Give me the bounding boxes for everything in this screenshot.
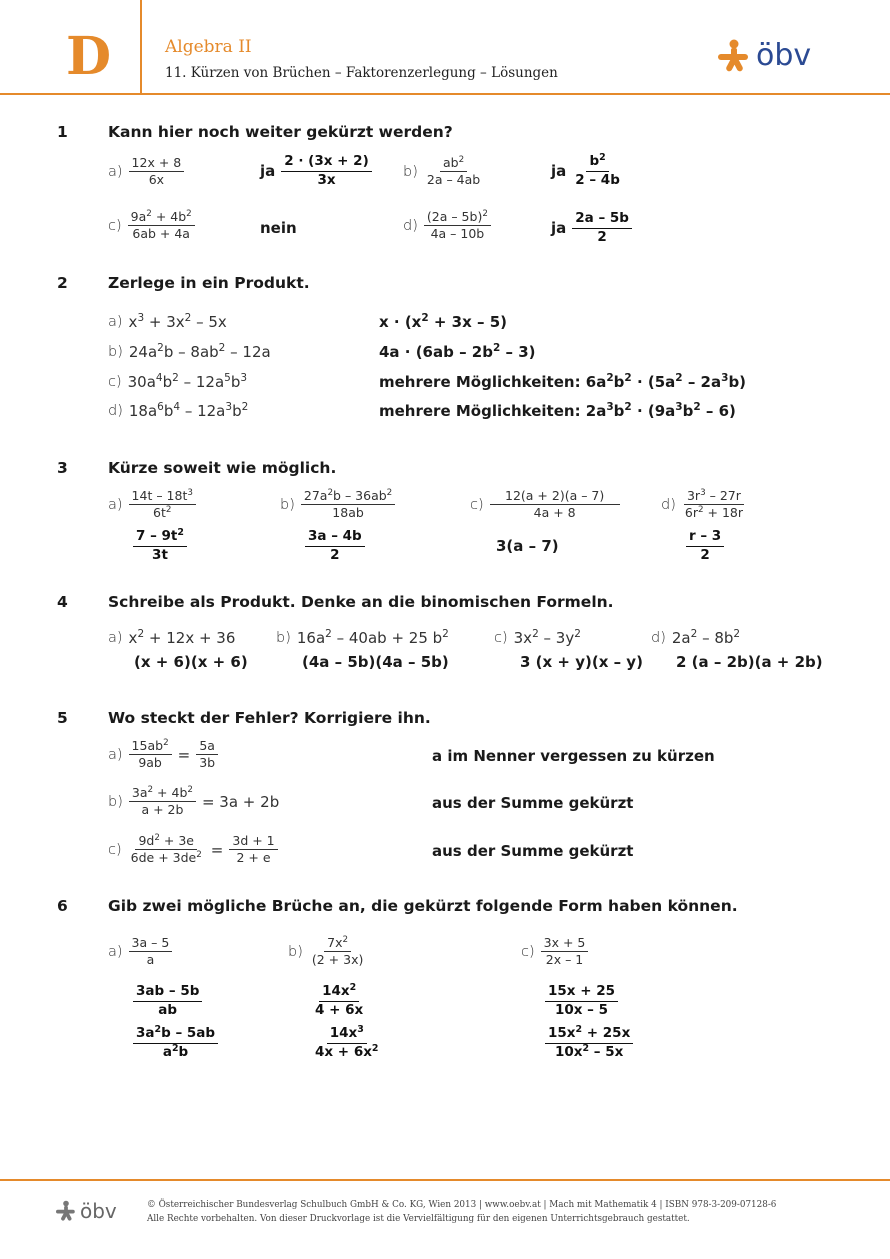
logo-text: öbv <box>756 38 812 73</box>
task2-d-answer: mehrere Möglichkeiten: $2a^3b^2 \cdot (9a^3b^2 - 6)$ <box>379 401 736 420</box>
task-number: 3 <box>57 459 68 477</box>
footer-copyright <box>147 1198 776 1226</box>
task2-b-answer: $4a \cdot (6ab - 2b^2 - 3)$ <box>379 342 536 361</box>
numerator: $7x^2$ <box>324 936 351 952</box>
task1-d-answer <box>551 211 632 245</box>
footer-logo <box>56 1199 117 1223</box>
verdict: ja <box>260 162 276 181</box>
denominator: 4a + 8 <box>533 505 576 521</box>
page-subtitle: 11. Kürzen von Brüchen – Faktorenzerlegung – Lösungen <box>165 65 558 81</box>
numerator: 15x + 25 <box>545 984 618 1002</box>
item-label: b) <box>280 496 295 513</box>
answer-prefix: mehrere Möglichkeiten: <box>379 402 581 420</box>
task4-c <box>494 629 581 647</box>
task-question: Kürze soweit wie möglich. <box>108 459 337 477</box>
item-label: c) <box>108 217 122 234</box>
denominator: 10x – 5 <box>554 1001 609 1018</box>
numerator: $14x^2$ <box>319 984 359 1002</box>
fraction <box>129 156 185 188</box>
denominator: $a^2b$ <box>162 1042 189 1060</box>
task-number: 2 <box>57 274 68 292</box>
denominator: $6t^2$ <box>153 505 172 521</box>
denominator: a <box>146 952 155 968</box>
task-number: 5 <box>57 709 68 727</box>
task6-b-solution-1 <box>312 981 366 1018</box>
expression: $24a^2b - 8ab^2 - 12a$ <box>128 342 271 361</box>
item-label: b) <box>108 344 123 360</box>
task1-d <box>403 210 491 242</box>
task3-b-answer <box>305 529 365 563</box>
denominator: 6x <box>148 172 165 188</box>
task-question: Kann hier noch weiter gekürzt werden? <box>108 123 453 141</box>
numerator: $3a^2 + 4b^2$ <box>129 786 196 802</box>
star-icon <box>718 39 750 73</box>
header-divider <box>140 0 142 94</box>
verdict: ja <box>551 219 567 238</box>
expression: $x^3 + 3x^2 - 5x$ <box>128 312 227 331</box>
denominator: $4x + 6x^2$ <box>315 1042 379 1060</box>
numerator: $9a^2 + 4b^2$ <box>128 210 195 226</box>
publisher-logo <box>718 38 811 73</box>
denominator: ab <box>158 1001 178 1018</box>
denominator: 2 – 4b <box>575 171 620 188</box>
verdict: ja <box>551 162 567 181</box>
fraction <box>301 489 395 521</box>
denominator: 3x <box>317 171 336 188</box>
header-rule <box>0 93 890 95</box>
task1-c <box>108 210 195 242</box>
numerator: 12(a + 2)(a – 7) <box>490 489 620 505</box>
answer-fraction <box>281 154 371 188</box>
task6-a-solution-2 <box>133 1023 218 1060</box>
numerator: 3d + 1 <box>229 834 277 850</box>
task2-c <box>108 373 247 391</box>
fraction <box>682 489 746 521</box>
fraction <box>490 489 620 521</box>
task1-b <box>403 156 483 188</box>
task4-b-answer: (4a – 5b)(4a – 5b) <box>302 653 449 671</box>
denominator: 2x – 1 <box>545 952 584 968</box>
numerator: 2 · (3x + 2) <box>281 154 371 172</box>
denominator: 18ab <box>332 505 364 521</box>
fraction <box>424 210 491 242</box>
task2-c-answer: mehrere Möglichkeiten: $6a^2b^2 \cdot (5a^2 - 2a^3b)$ <box>379 372 747 391</box>
task6-c <box>521 936 588 968</box>
numerator: $3a^2b - 5ab$ <box>133 1026 218 1044</box>
expression: $16a^2 - 40ab + 25$ $b^2$ <box>296 628 449 647</box>
task-question: Zerlege in ein Produkt. <box>108 274 310 292</box>
item-label: c) <box>108 841 122 858</box>
task3-c-answer: 3(a – 7) <box>496 537 559 555</box>
denominator: $6r^2 + 18r$ <box>684 505 744 521</box>
task4-d-answer: 2 (a – 2b)(a + 2b) <box>676 653 823 671</box>
denominator: 6ab + 4a <box>132 226 190 242</box>
item-label: c) <box>470 496 484 513</box>
fraction <box>229 834 277 866</box>
task6-b-solution-2 <box>312 1023 382 1060</box>
task6-b <box>288 936 366 968</box>
fraction <box>129 489 196 521</box>
answer-fraction <box>572 211 632 245</box>
numerator: $14x^3$ <box>327 1026 367 1044</box>
denominator: (2 + 3x) <box>311 952 364 968</box>
item-label: b) <box>288 943 303 960</box>
page-title: Algebra II <box>165 37 252 57</box>
answer-fraction <box>572 151 623 188</box>
task1-c-answer: nein <box>260 219 297 237</box>
fraction <box>129 739 172 771</box>
task1-b-answer <box>551 151 623 188</box>
item-label: c) <box>494 630 508 646</box>
section-letter: D <box>66 26 112 87</box>
item-label: b) <box>276 630 291 646</box>
numerator: $3r^3 - 27r$ <box>684 489 744 505</box>
task5-a-answer: a im Nenner vergessen zu kürzen <box>432 747 715 765</box>
item-label: a) <box>108 163 123 180</box>
item-label: a) <box>108 746 123 763</box>
denominator: 3t <box>152 546 168 563</box>
task4-a-answer: (x + 6)(x + 6) <box>134 653 248 671</box>
numerator: $15ab^2$ <box>129 739 172 755</box>
footer-line-1: © Österreichischer Bundesverlag Schulbuch GmbH & Co. KG, Wien 2013 | www.oebv.at | Mach mit Mathematik 4 | ISBN 978-3-209-07128-6 <box>147 1200 777 1210</box>
task2-d <box>108 402 248 420</box>
numerator: $9d^2 + 3e$ <box>135 834 197 850</box>
task5-b-answer: aus der Summe gekürzt <box>432 794 634 812</box>
task4-a <box>108 629 235 647</box>
task2-a <box>108 313 227 331</box>
numerator-suffix: + 25x <box>582 1025 631 1041</box>
task4-c-answer: 3 (x + y)(x – y) <box>520 653 643 671</box>
denominator: 2 + e <box>236 850 271 866</box>
item-label: b) <box>403 163 418 180</box>
numerator: 3ab – 5b <box>133 984 202 1002</box>
expression: $3x^2 - 3y^2$ <box>513 628 581 647</box>
numerator: (2a – 5b)$^2$ <box>424 210 491 226</box>
task3-a <box>108 489 196 521</box>
expression: = 3a + 2b <box>201 792 280 811</box>
equals-sign: = <box>177 745 191 764</box>
item-label: a) <box>108 314 123 330</box>
numerator: 2a – 5b <box>572 211 632 229</box>
numerator: r – 3 <box>686 529 724 547</box>
numerator: $b^2$ <box>586 154 608 172</box>
task-number: 6 <box>57 897 68 915</box>
item-label: d) <box>403 217 418 234</box>
task-number: 1 <box>57 123 68 141</box>
task2-a-answer: $x \cdot (x^2 + 3x - 5)$ <box>379 312 508 331</box>
task5-b <box>108 786 279 818</box>
denominator: a + 2b <box>141 802 184 818</box>
item-label: d) <box>108 403 123 419</box>
task3-d <box>661 489 746 521</box>
task1-a-answer <box>260 154 372 188</box>
item-label: a) <box>108 943 123 960</box>
numerator: 12x + 8 <box>129 156 185 172</box>
expression: $2a^2 - 8b^2$ <box>671 628 741 647</box>
task3-d-answer <box>686 529 724 563</box>
numerator: 3x + 5 <box>541 936 589 952</box>
denominator: 2 <box>700 546 710 563</box>
task6-c-solution-2 <box>545 1023 633 1060</box>
denominator: 4a – 10b <box>430 226 485 242</box>
footer-line-2: Alle Rechte vorbehalten. Von dieser Druckvorlage ist die Vervielfältigung für den eigenen Unterrichtsgebrauch gestattet. <box>147 1214 690 1224</box>
task2-b <box>108 343 271 361</box>
numerator: $14t - 18t^3$ <box>129 489 196 505</box>
item-label: b) <box>108 793 123 810</box>
task-question: Schreibe als Produkt. Denke an die binomischen Formeln. <box>108 593 614 611</box>
task1-a <box>108 156 184 188</box>
task5-c <box>108 834 278 866</box>
answer-prefix: mehrere Möglichkeiten: <box>379 373 581 391</box>
task-number: 4 <box>57 593 68 611</box>
fraction <box>129 936 173 968</box>
footer-rule <box>0 1179 890 1181</box>
expression: $x^2 + 12x + 36$ <box>128 628 236 647</box>
numerator: 5a <box>196 739 218 755</box>
numerator: 3a – 4b <box>305 529 365 547</box>
task4-b <box>276 629 449 647</box>
item-label: d) <box>651 630 666 646</box>
denominator: $6de + 3de^2$ <box>130 850 202 866</box>
fraction <box>541 936 589 968</box>
fraction <box>196 739 218 771</box>
equals-sign: = <box>210 840 224 859</box>
task5-a <box>108 739 218 771</box>
denominator: 4 + 6x <box>315 1001 364 1018</box>
item-label: c) <box>521 943 535 960</box>
fraction <box>129 786 196 818</box>
numerator: $7 - 9t^2$ <box>133 529 187 547</box>
task3-b <box>280 489 395 521</box>
task6-c-solution-1 <box>545 984 618 1018</box>
task5-c-answer: aus der Summe gekürzt <box>432 842 634 860</box>
task3-a-answer <box>133 526 187 563</box>
numerator: $ab^2$ <box>440 156 467 172</box>
task-question: Gib zwei mögliche Brüche an, die gekürzt folgende Form haben können. <box>108 897 738 915</box>
item-label: c) <box>108 374 122 390</box>
fraction <box>128 834 205 866</box>
task4-d <box>651 629 740 647</box>
denominator: 2a – 4ab <box>426 172 481 188</box>
fraction <box>309 936 366 968</box>
denominator: 3b <box>199 755 216 771</box>
denominator: 2 <box>597 228 607 245</box>
numerator: 3a – 5 <box>129 936 173 952</box>
task-question: Wo steckt der Fehler? Korrigiere ihn. <box>108 709 431 727</box>
task3-c <box>470 489 620 521</box>
denominator: $10x^2 - 5x$ <box>554 1042 624 1060</box>
denominator: 2 <box>330 546 340 563</box>
fraction <box>128 210 195 242</box>
expression: $18a^6b^4 - 12a^3b^2$ <box>128 401 249 420</box>
item-label: d) <box>661 496 676 513</box>
star-icon <box>56 1200 76 1222</box>
numerator: $27a^2b - 36ab^2$ <box>301 489 395 505</box>
fraction <box>424 156 483 188</box>
item-label: a) <box>108 496 123 513</box>
numerator: $15x^2 + 25x$ <box>545 1026 633 1044</box>
footer-logo-text: öbv <box>80 1199 117 1223</box>
item-label: a) <box>108 630 123 646</box>
task6-a-solution-1 <box>133 984 202 1018</box>
expression: $30a^4b^2 - 12a^5b^3$ <box>127 372 248 391</box>
denominator: 9ab <box>138 755 162 771</box>
task6-a <box>108 936 172 968</box>
